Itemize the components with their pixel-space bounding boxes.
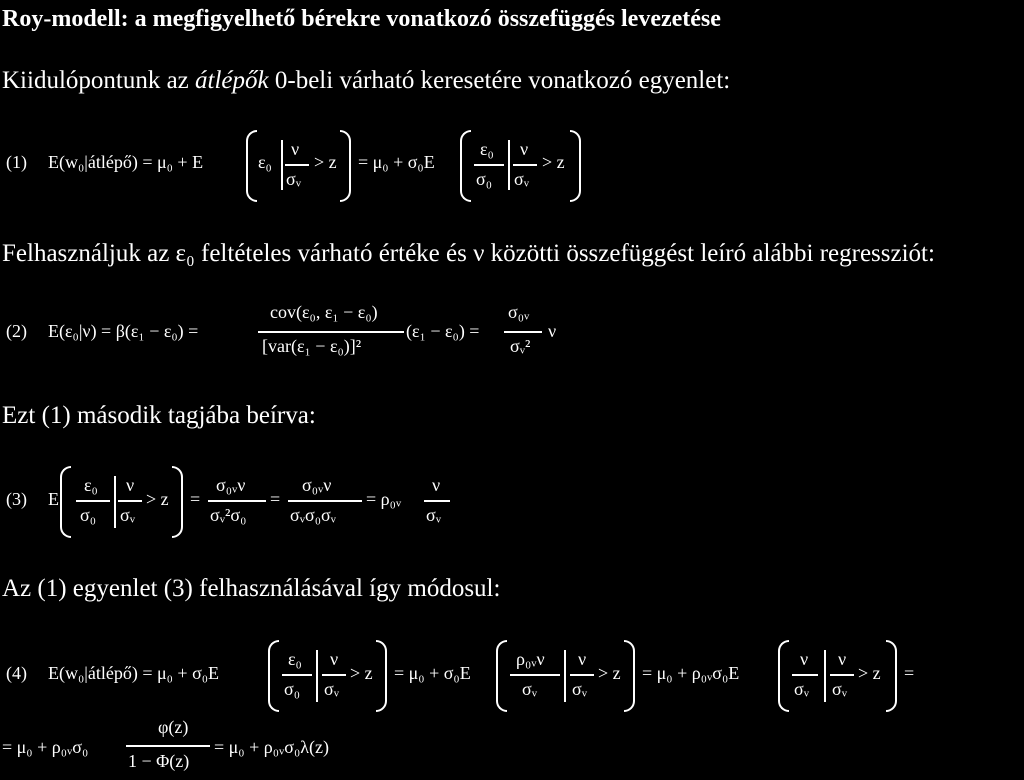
equation-3-n3: σ₀ᵥν: [216, 475, 246, 495]
equation-3-right-paren: [172, 466, 183, 538]
equation-4-line2-num: φ(z): [158, 717, 189, 737]
equation-3-d1: σ₀: [80, 505, 96, 525]
equation-4-left-paren-3: [778, 640, 789, 712]
equation-4-line2-rhs: = μ₀ + ρ₀ᵥσ₀λ(z): [214, 737, 329, 757]
equation-3-d3: σᵥ²σ₀: [210, 505, 247, 525]
equation-1-gt-z: > z: [314, 152, 337, 172]
equation-3-conditional-bar: [114, 476, 116, 528]
equation-1-left-paren-1: [246, 130, 257, 202]
equation-4-f-line: [830, 674, 854, 676]
equation-2-tail: ν: [548, 321, 557, 341]
equation-3-eq-b: =: [270, 489, 281, 509]
equation-3-gt-z: > z: [146, 489, 169, 509]
equation-4-left-paren-1: [268, 640, 279, 712]
equation-3-line1: [76, 500, 110, 502]
equation-2-frac1-num: cov(ε₀, ε₁ − ε₀): [270, 302, 378, 322]
equation-4-c-line: [510, 674, 560, 676]
equation-2-lhs: E(ε₀|ν) = β(ε₁ − ε₀) =: [48, 321, 199, 341]
equation-3-line2: [118, 500, 142, 502]
equation-4-a-num: ε₀: [288, 649, 302, 669]
equation-3-left-paren: [60, 466, 71, 538]
equation-1-frac2-line: [474, 164, 504, 166]
equation-1-gt-z-2: > z: [542, 152, 565, 172]
equation-3-n5: ν: [432, 475, 441, 495]
equation-4-e-num: ν: [800, 649, 809, 669]
equation-1-label: (1): [6, 152, 27, 172]
equation-4-conditional-bar-3: [824, 650, 826, 702]
regression-paragraph: Felhasználjuk az ε₀ feltételes várható értéke és ν közötti összefüggést leíró alábbi regressziót:: [2, 240, 935, 267]
equation-2-frac2-num: σ₀ᵥ: [508, 302, 530, 322]
equation-4-gt-z-3: > z: [858, 663, 881, 683]
equation-1-frac2-num: ε₀: [480, 139, 494, 159]
equation-4-right-paren-1: [376, 640, 387, 712]
equation-1-frac-den: σᵥ: [286, 169, 301, 189]
page-title: Roy-modell: a megfigyelhető bérekre vonatkozó összefüggés levezetése: [2, 6, 721, 32]
equation-4-mid1: = μ₀ + σ₀E: [394, 663, 471, 683]
equation-4-line2-lhs: = μ₀ + ρ₀ᵥσ₀: [2, 737, 89, 757]
equation-2-label: (2): [6, 321, 27, 341]
equation-3-E: E: [48, 489, 59, 509]
equation-1-left-paren-2: [460, 130, 471, 202]
equation-3-label: (3): [6, 489, 27, 509]
equation-1-mid: = μ₀ + σ₀E: [358, 152, 435, 172]
equation-1-conditional-bar-1: [281, 140, 283, 190]
equation-4-e-line: [792, 674, 818, 676]
equation-3-line4: [288, 500, 362, 502]
intro-text-post: 0-beli várható keresetére vonatkozó egyenlet:: [268, 67, 731, 94]
equation-3-line5: [424, 500, 450, 502]
equation-4-gt-z-2: > z: [598, 663, 621, 683]
equation-1-frac3-line: [513, 164, 537, 166]
equation-1-frac2-den: σ₀: [476, 169, 492, 189]
equation-1-right-paren-2: [570, 130, 581, 202]
intro-paragraph: [2, 68, 730, 93]
equation-2-frac1-line: [258, 331, 404, 333]
equation-4-c-den: σᵥ: [522, 679, 537, 699]
equation-4-e-den: σᵥ: [794, 679, 809, 699]
equation-4-label: (4): [6, 663, 27, 683]
equation-3-eq-c: = ρ₀ᵥ: [366, 489, 402, 509]
equation-1-frac-line: [285, 164, 309, 166]
equation-4-a-den: σ₀: [284, 679, 300, 699]
equation-3-d4: σᵥσ₀σᵥ: [290, 505, 336, 525]
intro-text-pre: Kiidulópontunk az: [2, 67, 196, 94]
equation-4-b-num: ν: [330, 649, 339, 669]
equation-4-tail: =: [904, 663, 915, 683]
equation-4-d-line: [570, 674, 594, 676]
equation-4-mid2: = μ₀ + ρ₀ᵥσ₀E: [642, 663, 740, 683]
equation-2-frac1-den: [var(ε₁ − ε₀)]²: [262, 336, 362, 356]
equation-4-b-den: σᵥ: [324, 679, 339, 699]
equation-2-frac2-line: [504, 331, 542, 333]
equation-3-d5: σᵥ: [426, 505, 441, 525]
equation-1-right-paren-1: [340, 130, 351, 202]
equation-1-frac-num: ν: [291, 139, 300, 159]
equation-4-a-line: [282, 674, 312, 676]
equation-4-left-paren-2: [496, 640, 507, 712]
equation-4-line2-den: 1 − Φ(z): [128, 751, 190, 771]
equation-4-conditional-bar-2: [564, 650, 566, 702]
equation-4-f-num: ν: [838, 649, 847, 669]
equation-4-lhs: E(w₀|átlépő) = μ₀ + σ₀E: [48, 663, 220, 683]
equation-3-n1: ε₀: [84, 475, 98, 495]
equation-1-eps0: ε₀: [258, 152, 272, 172]
equation-1-frac3-den: σᵥ: [514, 169, 529, 189]
equation-2-mid: (ε₁ − ε₀) =: [406, 321, 480, 341]
equation-4-gt-z-1: > z: [350, 663, 373, 683]
equation-1-conditional-bar-2: [508, 140, 510, 190]
equation-3-line3: [208, 500, 266, 502]
equation-4-d-num: ν: [578, 649, 587, 669]
equation-4-right-paren-3: [886, 640, 897, 712]
equation-2-frac2-den: σᵥ²: [510, 336, 531, 356]
equation-3-n4: σ₀ᵥν: [302, 475, 332, 495]
equation-4-conditional-bar-1: [316, 650, 318, 702]
modified-equation-paragraph: Az (1) egyenlet (3) felhasználásával így módosul:: [2, 575, 501, 602]
equation-4-c-num: ρ₀ᵥν: [516, 649, 545, 669]
equation-4-d-den: σᵥ: [572, 679, 587, 699]
equation-4-b-line: [322, 674, 346, 676]
equation-3-d2: σᵥ: [120, 505, 135, 525]
equation-1-frac3-num: ν: [520, 139, 529, 159]
intro-text-emphasis: átlépők: [195, 67, 269, 94]
equation-4-line2-frac-line: [126, 745, 210, 747]
equation-4-right-paren-2: [624, 640, 635, 712]
equation-4-f-den: σᵥ: [832, 679, 847, 699]
substitution-paragraph: Ezt (1) második tagjába beírva:: [2, 402, 316, 429]
equation-3-eq-a: =: [190, 489, 201, 509]
equation-3-n2: ν: [126, 475, 135, 495]
equation-1-lhs: E(w₀|átlépő) = μ₀ + E: [48, 152, 204, 172]
